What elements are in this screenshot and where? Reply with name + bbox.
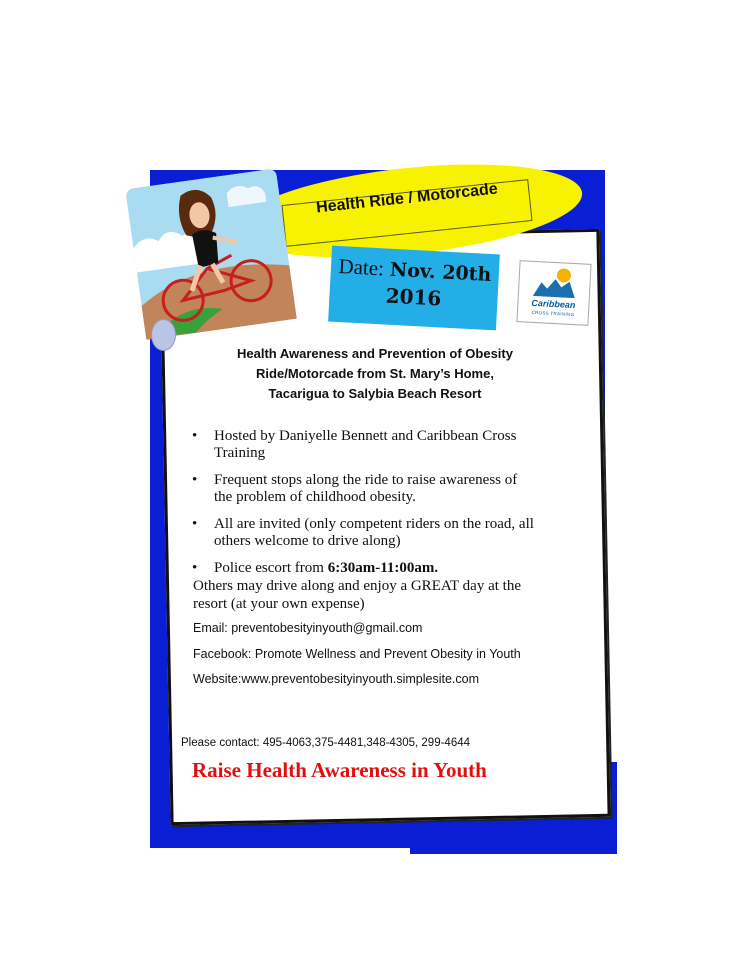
bullet-icon: • xyxy=(192,472,198,488)
list-item xyxy=(192,516,537,550)
ride-title: Health Ride / Motorcade xyxy=(315,180,499,217)
date-value: Nov. 20th xyxy=(389,258,492,287)
date-label: Date: xyxy=(337,254,385,281)
website-line: Website:www.preventobesityinyouth.simplesite.com xyxy=(193,672,480,686)
bullet-icon: • xyxy=(192,428,198,444)
list-item-text: Frequent stops along the ride to raise awareness of the problem of childhood obesity. xyxy=(214,472,518,505)
contact-line: Please contact: 495-4063,375-4481,348-4305, 299-4644 xyxy=(181,737,471,749)
headline-line-2: Ride/Motorcade from St. Mary’s Home, xyxy=(256,366,494,381)
date-year: 2016 xyxy=(385,283,442,311)
list-item-text: Police escort from xyxy=(214,560,328,576)
bullet-icon: • xyxy=(192,560,198,576)
email-line: Email: preventobesityinyouth@gmail.com xyxy=(193,621,423,635)
bullet-icon: • xyxy=(192,516,198,532)
list-item xyxy=(192,428,537,462)
slogan: Raise Health Awareness in Youth xyxy=(192,758,487,782)
headline-line-3: Tacarigua to Salybia Beach Resort xyxy=(268,386,482,401)
list-item xyxy=(192,472,537,506)
list-item-text: Hosted by Daniyelle Bennett and Caribbean Cross Training xyxy=(214,428,517,461)
headline-line-1: Health Awareness and Prevention of Obesity xyxy=(237,346,513,361)
logo-subtitle: CROSS TRAINING xyxy=(531,309,575,318)
headline xyxy=(200,344,550,404)
escort-time: 6:30am-11:00am. xyxy=(327,560,439,576)
details-list xyxy=(192,428,537,587)
others-note: Others may drive along and enjoy a GREAT day at the resort (at your own expense) xyxy=(193,578,521,612)
facebook-line: Facebook: Promote Wellness and Prevent Obesity in Youth xyxy=(193,647,521,661)
list-item xyxy=(192,560,537,577)
logo-title: Caribbean xyxy=(531,297,576,311)
list-item-text: All are invited (only competent riders on the road, all others welcome to drive along) xyxy=(214,516,534,549)
